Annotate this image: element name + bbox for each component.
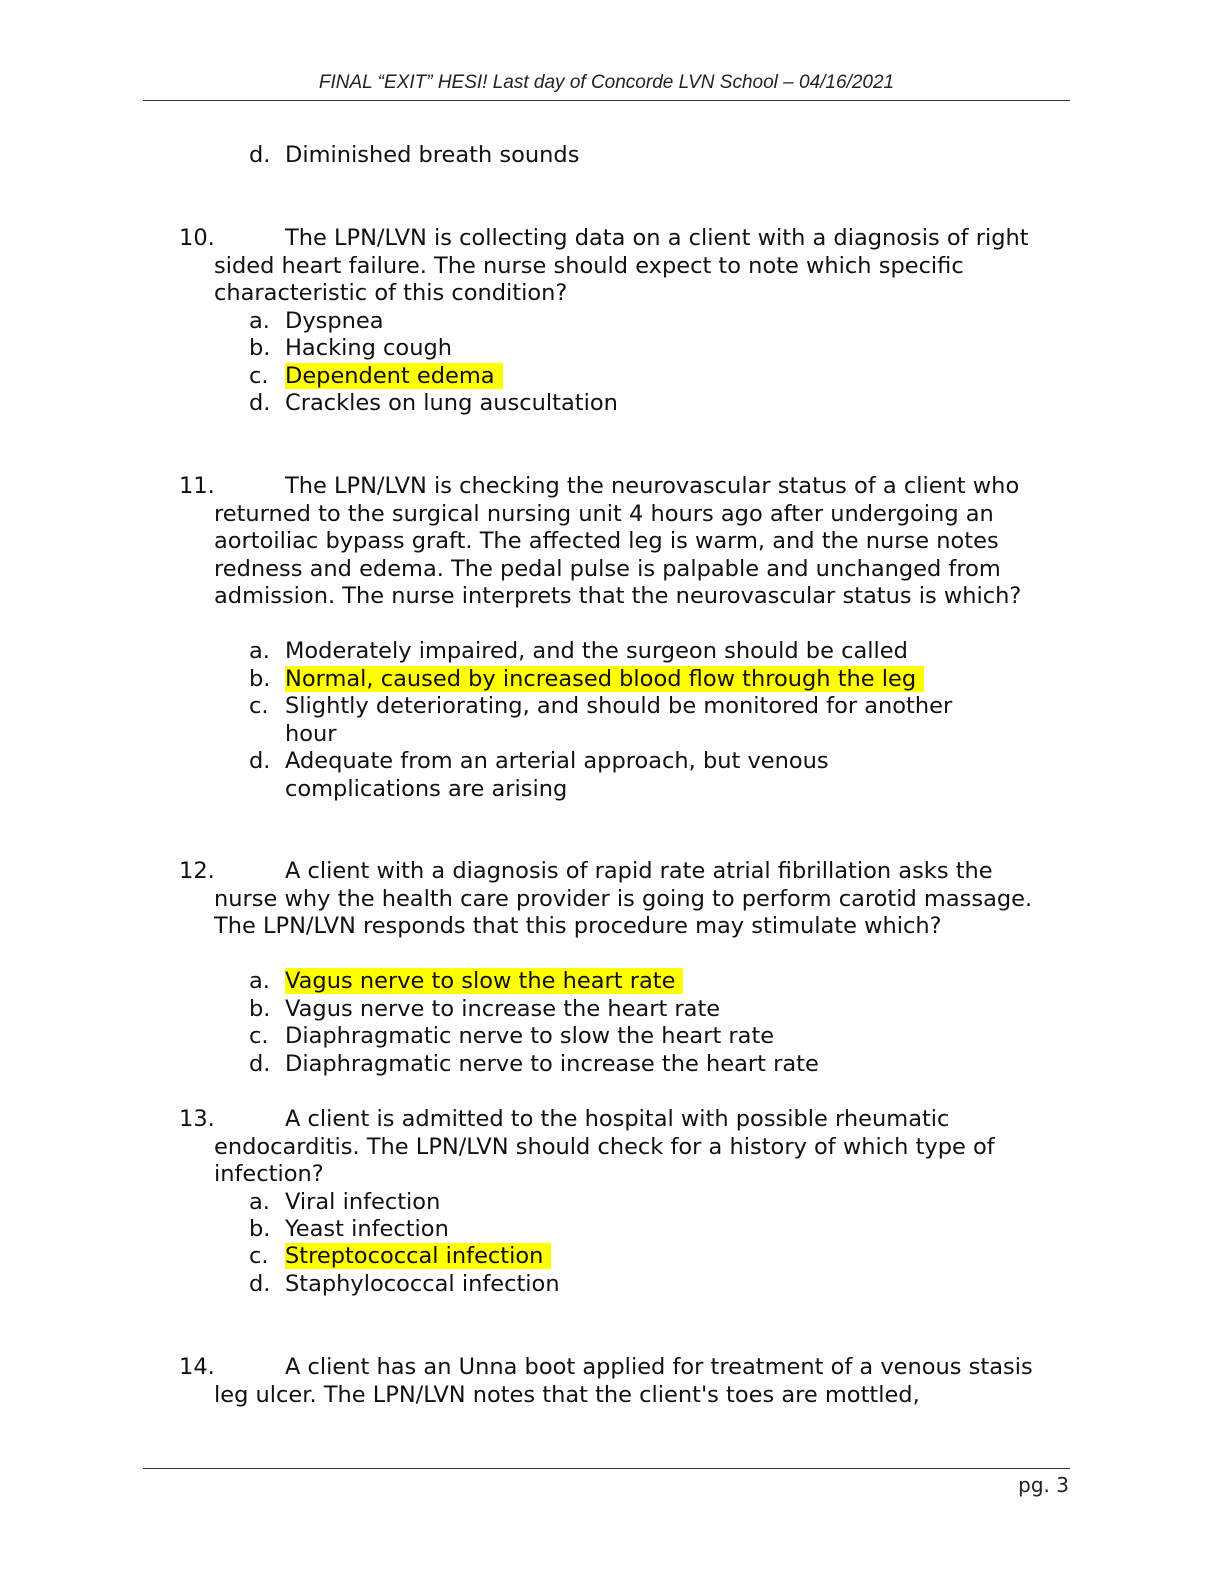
option-letter: a. xyxy=(249,968,270,994)
option-text: Slightly deteriorating, and should be monitored for another hour xyxy=(285,693,953,747)
page-number: pg. 3 xyxy=(1018,1473,1069,1497)
question-number: 10. xyxy=(179,225,215,251)
option-text: Vagus nerve to increase the heart rate xyxy=(285,996,721,1022)
option-letter: d. xyxy=(249,748,271,774)
option-letter: c. xyxy=(249,693,269,719)
option-letter: c. xyxy=(249,1243,269,1269)
page-header-title: FINAL “EXIT” HESI! Last day of Concorde LVN School – 04/16/2021 xyxy=(318,72,895,93)
option-letter: d. xyxy=(249,1271,271,1297)
option-text: Dyspnea xyxy=(285,308,384,334)
question-stem: The LPN/LVN is collecting data on a client with a diagnosis of right sided heart failure. The nurse should expect to note which specific characteristic of this condition? xyxy=(214,225,1029,307)
highlighted-answer: Dependent edema xyxy=(285,363,503,389)
option-letter: b. xyxy=(249,1216,271,1242)
option-text: Staphylococcal infection xyxy=(285,1271,560,1297)
option-text: Yeast infection xyxy=(285,1216,449,1242)
question-stem: The LPN/LVN is checking the neurovascular status of a client who returned to the surgical nursing unit 4 hours ago after undergoing an aortoiliac bypass graft. The affected leg is warm, and the nurse notes redness and edema. The pedal pulse is palpable and unchanged from admission. The nurse interprets that the neurovascular status is which? xyxy=(214,473,1022,610)
option-letter: d. xyxy=(249,390,271,416)
option-text: Adequate from an arterial approach, but venous complications are arising xyxy=(285,748,829,802)
question-number: 14. xyxy=(179,1354,215,1380)
option-letter: a. xyxy=(249,1189,270,1215)
option-letter: b. xyxy=(249,996,271,1022)
highlighted-answer: Streptococcal infection xyxy=(285,1243,551,1269)
question-stem: A client is admitted to the hospital with possible rheumatic endocarditis. The LPN/LVN should check for a history of which type of infection? xyxy=(214,1106,995,1188)
option-letter: c. xyxy=(249,1023,269,1049)
footer-divider xyxy=(143,1468,1070,1469)
option-text: Diaphragmatic nerve to increase the heart rate xyxy=(285,1051,819,1077)
option-letter: c. xyxy=(249,363,269,389)
option-letter: d. xyxy=(249,1051,271,1077)
option-text: Diaphragmatic nerve to slow the heart rate xyxy=(285,1023,775,1049)
highlighted-answer: Vagus nerve to slow the heart rate xyxy=(285,968,683,994)
option-text: Hacking cough xyxy=(285,335,452,361)
option-letter: d. xyxy=(249,142,271,168)
question-number: 13. xyxy=(179,1106,215,1132)
option-letter: a. xyxy=(249,308,270,334)
option-text: Moderately impaired, and the surgeon should be called xyxy=(285,638,908,664)
option-letter: a. xyxy=(249,638,270,664)
question-stem: A client has an Unna boot applied for treatment of a venous stasis leg ulcer. The LPN/LVN notes that the client's toes are mottled, xyxy=(214,1354,1033,1408)
question-stem: A client with a diagnosis of rapid rate atrial fibrillation asks the nurse why the health care provider is going to perform carotid massage. The LPN/LVN responds that this procedure may stimulate which? xyxy=(214,858,1033,940)
question-number: 11. xyxy=(179,473,215,499)
option-letter: b. xyxy=(249,666,271,692)
option-text: Viral infection xyxy=(285,1189,441,1215)
option-letter: b. xyxy=(249,335,271,361)
highlighted-answer: Normal, caused by increased blood flow through the leg xyxy=(285,666,924,692)
option-text: Crackles on lung auscultation xyxy=(285,390,618,416)
header-divider xyxy=(143,100,1070,101)
option-text: Diminished breath sounds xyxy=(285,142,580,168)
question-number: 12. xyxy=(179,858,215,884)
